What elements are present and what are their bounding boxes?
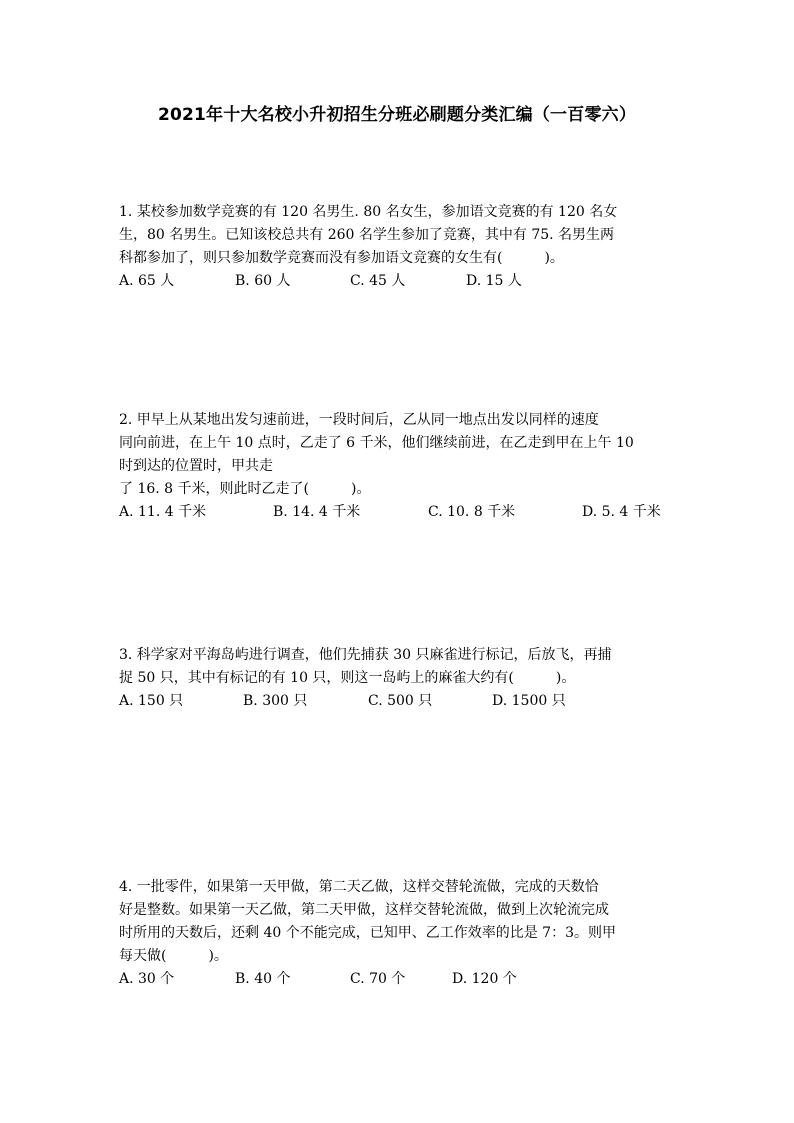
question-text-line: 每天做( )。 <box>119 948 228 964</box>
question-text-line: 科都参加了，则只参加数学竞赛而没有参加语文竞赛的女生有( )。 <box>119 250 564 266</box>
option-a: A. 11. 4 千米 <box>119 504 207 520</box>
option-a: A. 30 个 <box>119 971 175 987</box>
question-text-line: 4. 一批零件，如果第一天甲做，第二天乙做，这样交替轮流做，完成的天数恰 <box>119 879 599 895</box>
question-text-line: 时到达的位置时，甲共走 <box>119 458 273 474</box>
option-d: D. 120 个 <box>452 971 517 987</box>
question-text-line: 了 16. 8 千米，则此时乙走了( )。 <box>119 481 371 497</box>
option-c: C. 45 人 <box>350 273 406 289</box>
question-1 <box>119 201 687 293</box>
question-text-line: 2. 甲早上从某地出发匀速前进，一段时间后，乙从同一地点出发以同样的速度 <box>119 412 599 428</box>
option-c: C. 70 个 <box>350 971 406 987</box>
question-text-line: 生，80 名男生。已知该校总共有 260 名学生参加了竞赛，其中有 75. 名男生两 <box>119 227 615 243</box>
page-title: 2021年十大名校小升初招生分班必刷题分类汇编（一百零六） <box>157 105 637 125</box>
question-2 <box>119 409 687 524</box>
question-4 <box>119 876 687 991</box>
question-text-line: 3. 科学家对平海岛屿进行调查，他们先捕获 30 只麻雀进行标记，后放飞，再捕 <box>119 647 612 663</box>
question-text-line: 同向前进，在上午 10 点时，乙走了 6 千米，他们继续前进，在乙走到甲在上午 10 <box>119 435 634 451</box>
option-c: C. 10. 8 千米 <box>428 504 516 520</box>
option-b: B. 14. 4 千米 <box>273 504 361 520</box>
question-text-line: 捉 50 只，其中有标记的有 10 只，则这一岛屿上的麻雀大约有( )。 <box>119 670 576 686</box>
answer-options <box>119 968 687 991</box>
option-b: B. 60 人 <box>235 273 291 289</box>
option-b: B. 40 个 <box>235 971 291 987</box>
answer-options <box>119 501 687 524</box>
answer-options <box>119 270 687 293</box>
question-3 <box>119 644 687 713</box>
option-a: A. 65 人 <box>119 273 175 289</box>
answer-options <box>119 690 687 713</box>
option-d: D. 1500 只 <box>492 693 566 709</box>
option-d: D. 15 人 <box>466 273 522 289</box>
option-a: A. 150 只 <box>119 693 184 709</box>
question-text-line: 时所用的天数后，还剩 40 个不能完成，已知甲、乙工作效率的比是 7：3。则甲 <box>119 925 616 941</box>
option-b: B. 300 只 <box>243 693 308 709</box>
question-text-line: 好是整数。如果第一天乙做，第二天甲做，这样交替轮流做，做到上次轮流完成 <box>119 902 609 918</box>
option-c: C. 500 只 <box>368 693 433 709</box>
option-d: D. 5. 4 千米 <box>582 504 661 520</box>
question-text-line: 1. 某校参加数学竞赛的有 120 名男生. 80 名女生，参加语文竞赛的有 120 名女 <box>119 204 618 220</box>
